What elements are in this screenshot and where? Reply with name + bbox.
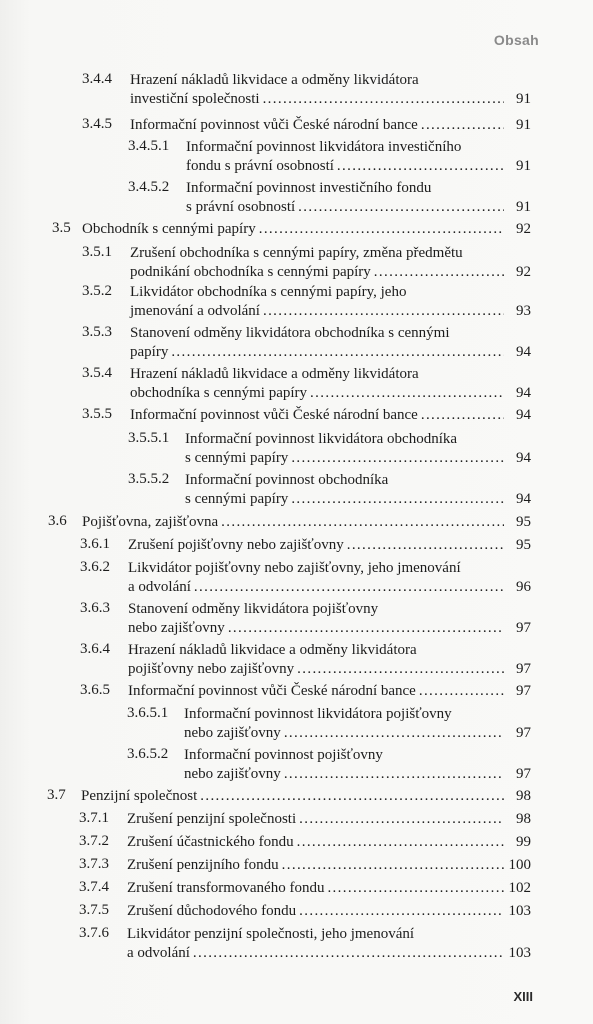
toc-entry-number: 3.7.4 xyxy=(79,879,109,895)
toc-entry-title: nebo zajišťovny xyxy=(184,766,281,782)
toc-entry-title: Informační povinnost investičního fondu xyxy=(186,180,432,196)
dot-leader xyxy=(374,263,504,282)
toc-entry-number: 3.4.5 xyxy=(82,116,112,132)
toc-entry xyxy=(80,641,531,679)
toc-page-number: 94 xyxy=(516,450,531,466)
toc-entry-number: 3.4.5.1 xyxy=(128,138,170,154)
toc-entry xyxy=(82,406,531,425)
toc-entry-title: obchodníka s cennými papíry xyxy=(130,385,308,401)
toc-entry-number: 3.7 xyxy=(47,787,66,803)
toc-entry-title: Informační povinnost likvidátora obchodníka xyxy=(185,431,458,447)
dot-leader xyxy=(171,343,504,362)
toc-page-number: 95 xyxy=(516,514,531,530)
toc-entry-title: Zrušení účastnického fondu xyxy=(127,834,294,850)
toc-entry xyxy=(128,471,531,509)
toc-entry-number: 3.6.5.1 xyxy=(127,705,169,721)
toc-entry xyxy=(82,244,531,282)
toc-entry xyxy=(80,536,531,555)
dot-leader xyxy=(347,536,504,555)
toc-entry xyxy=(47,787,531,806)
dot-leader xyxy=(421,116,504,135)
dot-leader xyxy=(291,490,504,509)
dot-leader xyxy=(194,578,504,597)
toc-entry-title: Zrušení důchodového fondu xyxy=(127,903,297,919)
toc-entry xyxy=(82,71,531,109)
toc-page-number: 97 xyxy=(516,725,531,741)
toc-entry-number: 3.7.1 xyxy=(79,810,109,826)
toc-page-number: 91 xyxy=(516,199,531,215)
dot-leader xyxy=(298,198,504,217)
toc-entry-number: 3.6.5.2 xyxy=(127,746,169,762)
toc-entry-title: fondu s právní osobností xyxy=(186,158,334,174)
toc-entry-title: Hrazení nákladů likvidace a odměny likvidátora xyxy=(130,72,419,88)
toc-entry xyxy=(80,600,531,638)
page-number-footer: XIII xyxy=(513,989,533,1004)
toc-entry-title: Hrazení nákladů likvidace a odměny likvidátora xyxy=(130,366,419,382)
dot-leader xyxy=(282,856,504,875)
toc-entry-number: 3.7.5 xyxy=(79,902,109,918)
toc-page-number: 97 xyxy=(516,620,531,636)
toc-entry-title: Stanovení odměny likvidátora obchodníka s cennými xyxy=(130,325,450,341)
toc-entry-title: Zrušení penzijního fondu xyxy=(127,857,279,873)
toc-entry-title: Zrušení pojišťovny nebo zajišťovny xyxy=(128,537,344,553)
toc-page-number: 103 xyxy=(508,945,531,961)
toc-page-number: 93 xyxy=(516,303,531,319)
toc-entry-title: Obchodník s cennými papíry xyxy=(82,221,256,237)
toc-entry xyxy=(79,856,531,875)
toc-entry-title: Stanovení odměny likvidátora pojišťovny xyxy=(128,601,379,617)
toc-entry xyxy=(80,559,531,597)
toc-page-number: 97 xyxy=(516,683,531,699)
toc-page-number: 94 xyxy=(516,385,531,401)
toc-entry-number: 3.7.2 xyxy=(79,833,109,849)
toc-entry-title: Hrazení nákladů likvidace a odměny likvidátora xyxy=(128,642,417,658)
dot-leader xyxy=(291,449,504,468)
toc-entry-title: Pojišťovna, zajišťovna xyxy=(82,514,219,530)
toc-entry-number: 3.6.3 xyxy=(80,600,110,616)
toc-page-number: 99 xyxy=(516,834,531,850)
toc-page-number: 94 xyxy=(516,491,531,507)
toc-entry-number: 3.6.5 xyxy=(80,682,110,698)
toc-entry xyxy=(128,138,531,176)
toc-entry-title: Informační povinnost vůči České národní bance xyxy=(128,683,416,699)
dot-leader xyxy=(327,879,504,898)
toc-page-number: 95 xyxy=(516,537,531,553)
toc-page-number: 94 xyxy=(516,344,531,360)
toc-entry-title: Informační povinnost vůči České národní bance xyxy=(130,407,418,423)
toc-entry-number: 3.5.5.1 xyxy=(128,430,170,446)
toc-page-number: 97 xyxy=(516,661,531,677)
dot-leader xyxy=(337,157,504,176)
toc-entry xyxy=(127,705,531,743)
toc-entry-number: 3.4.5.2 xyxy=(128,179,170,195)
toc-entry xyxy=(127,746,531,784)
dot-leader xyxy=(299,810,504,829)
toc-entry xyxy=(128,430,531,468)
toc-entry xyxy=(79,925,531,963)
dot-leader xyxy=(259,220,504,239)
toc-entry-title: s cennými papíry xyxy=(185,491,289,507)
toc-entry-title: s cennými papíry xyxy=(185,450,289,466)
toc-page-number: 91 xyxy=(516,91,531,107)
toc-entry-number: 3.5.4 xyxy=(82,365,112,381)
toc-entry-title: Zrušení obchodníka s cennými papíry, změna předmětu xyxy=(130,245,463,261)
toc-entry-number: 3.7.3 xyxy=(79,856,109,872)
toc-entry-number: 3.5.5 xyxy=(82,406,112,422)
toc-entry xyxy=(82,365,531,403)
dot-leader xyxy=(228,619,504,638)
toc-entry-title: s právní osobností xyxy=(186,199,296,215)
toc-entry xyxy=(79,833,531,852)
dot-leader xyxy=(284,765,504,784)
toc-entry-number: 3.6.1 xyxy=(80,536,110,552)
toc-entry-title: Informační povinnost likvidátora pojišťovny xyxy=(184,706,452,722)
toc-page-number: 103 xyxy=(508,903,531,919)
toc-entry-title: Informační povinnost likvidátora investičního xyxy=(186,139,462,155)
toc-entry-number: 3.7.6 xyxy=(79,925,109,941)
toc-entry-title: Likvidátor pojišťovny nebo zajišťovny, jeho jmenování xyxy=(128,560,461,576)
dot-leader xyxy=(419,682,504,701)
toc-entry xyxy=(80,682,531,701)
toc-entry xyxy=(48,513,531,532)
toc-entry-title: a odvolání xyxy=(128,579,191,595)
toc-page-number: 100 xyxy=(508,857,531,873)
toc-entry-title: podnikání obchodníka s cennými papíry xyxy=(130,264,371,280)
toc-page-number: 98 xyxy=(516,811,531,827)
dot-leader xyxy=(200,787,504,806)
toc-entry-title: Likvidátor obchodníka s cennými papíry, jeho xyxy=(130,284,407,300)
toc-entry-number: 3.6.2 xyxy=(80,559,110,575)
toc-entry-title: Zrušení penzijní společnosti xyxy=(127,811,297,827)
toc-entry xyxy=(82,283,531,321)
toc-entry-title: pojišťovny nebo zajišťovny xyxy=(128,661,295,677)
dot-leader xyxy=(297,660,504,679)
toc-entry-title: Informační povinnost pojišťovny xyxy=(184,747,383,763)
dot-leader xyxy=(299,902,504,921)
toc-entry-title: nebo zajišťovny xyxy=(184,725,281,741)
dot-leader xyxy=(263,302,504,321)
dot-leader xyxy=(297,833,504,852)
toc-entry-title: investiční společnosti xyxy=(130,91,260,107)
toc-page-number: 94 xyxy=(516,407,531,423)
toc-entry xyxy=(79,879,531,898)
dot-leader xyxy=(421,406,504,425)
toc-page-number: 98 xyxy=(516,788,531,804)
toc-entry-title: Informační povinnost vůči České národní bance xyxy=(130,117,418,133)
toc-entry-title: a odvolání xyxy=(127,945,190,961)
toc-entry-number: 3.6.4 xyxy=(80,641,110,657)
toc-entry-title: nebo zajišťovny xyxy=(128,620,225,636)
toc-entry-title: Zrušení transformovaného fondu xyxy=(127,880,325,896)
toc-page-number: 92 xyxy=(516,221,531,237)
toc-entry-number: 3.5.1 xyxy=(82,244,112,260)
toc-entry-title: papíry xyxy=(130,344,169,360)
toc-entry-number: 3.5.5.2 xyxy=(128,471,170,487)
toc-page-number: 96 xyxy=(516,579,531,595)
toc-entry xyxy=(79,902,531,921)
toc-page-number: 91 xyxy=(516,158,531,174)
dot-leader xyxy=(221,513,504,532)
toc-entry xyxy=(128,179,531,217)
toc-entry xyxy=(79,810,531,829)
toc-entry-title: Penzijní společnost xyxy=(81,788,198,804)
dot-leader xyxy=(263,90,504,109)
toc-entry-number: 3.5.2 xyxy=(82,283,112,299)
toc-page-number: 92 xyxy=(516,264,531,280)
dot-leader xyxy=(284,724,504,743)
toc-entry-title: Informační povinnost obchodníka xyxy=(185,472,389,488)
toc-entry-title: jmenování a odvolání xyxy=(130,303,260,319)
dot-leader xyxy=(310,384,504,403)
toc-entry xyxy=(82,324,531,362)
toc-entry xyxy=(82,116,531,135)
toc-page-number: 97 xyxy=(516,766,531,782)
dot-leader xyxy=(193,944,504,963)
toc-entry-number: 3.5 xyxy=(52,220,71,236)
toc-entry-title: Likvidátor penzijní společnosti, jeho jmenování xyxy=(127,926,415,942)
toc-entry-number: 3.6 xyxy=(48,513,67,529)
toc-entry-number: 3.5.3 xyxy=(82,324,112,340)
toc-page-number: 102 xyxy=(508,880,531,896)
toc-entry xyxy=(52,220,531,239)
toc-page-number: 91 xyxy=(516,117,531,133)
running-header: Obsah xyxy=(493,32,539,48)
toc-entry-number: 3.4.4 xyxy=(82,71,112,87)
